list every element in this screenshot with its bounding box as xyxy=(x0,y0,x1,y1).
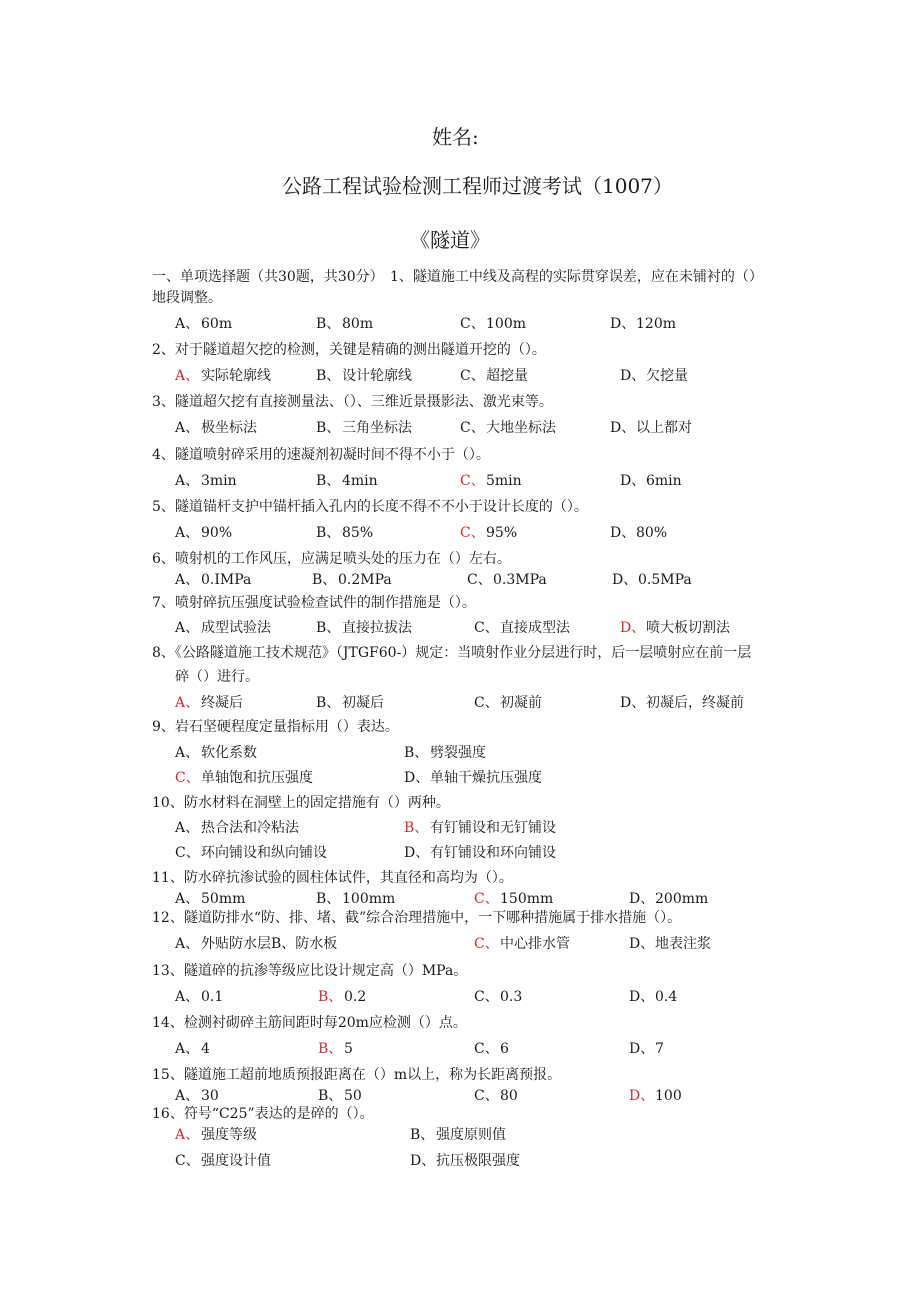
option-d-label: D、 xyxy=(610,525,636,541)
option-d-text: 欠挖量 xyxy=(646,368,688,384)
option-d-text: 200mm xyxy=(655,891,709,907)
option-b-label: B、 xyxy=(312,572,337,588)
option-d-label: D、 xyxy=(610,316,636,332)
option-a-text: 软化系数 xyxy=(201,745,257,761)
option-d-text: 喷大板切割法 xyxy=(646,620,730,636)
option-d-label: D、 xyxy=(404,770,430,786)
option-c-text: 初凝前 xyxy=(500,695,542,711)
option-b-text: 4min xyxy=(342,473,378,489)
option-a-text: 强度等级 xyxy=(201,1127,257,1143)
option-c-text: 中心排水管 xyxy=(500,936,570,952)
option-b-label: B、 xyxy=(404,820,429,836)
option-a-label: A、 xyxy=(175,695,200,711)
option-a-text: 外贴防水层B、防水板 xyxy=(201,936,338,952)
question-stem: 7、喷射碎抗压强度试验检查试件的制作措施是（）。 xyxy=(152,595,476,611)
option-c-label: C、 xyxy=(460,368,485,384)
option-b-label: B、 xyxy=(318,1088,343,1104)
option-a-text: 60m xyxy=(201,316,233,332)
option-c-label: C、 xyxy=(474,620,499,636)
option-c-text: 100m xyxy=(486,316,526,332)
option-b-label: B、 xyxy=(316,473,341,489)
option-a-label: A、 xyxy=(175,936,200,952)
question-stem: 14、检测衬砌碎主筋间距时每20m应检测（）点。 xyxy=(152,1015,467,1031)
option-d-text: 0.4 xyxy=(655,989,678,1005)
option-a-text: 3min xyxy=(201,473,237,489)
option-b-label: B、 xyxy=(316,620,341,636)
option-b-text: 5 xyxy=(344,1041,353,1057)
option-d-label: D、 xyxy=(404,845,430,861)
option-d-text: 100 xyxy=(655,1088,682,1104)
option-c-label: C、 xyxy=(474,989,499,1005)
option-c-label: C、 xyxy=(467,572,492,588)
section-heading: 一、单项选择题（共30题，共30分） xyxy=(152,269,384,285)
question-stem: 5、隧道锚杆支护中锚杆插入孔内的长度不得不不小于设计长度的（）。 xyxy=(152,499,588,515)
option-c-text: 0.3 xyxy=(500,989,523,1005)
option-c-label: C、 xyxy=(474,695,499,711)
option-a-text: 30 xyxy=(201,1088,219,1104)
option-c-text: 单轴饱和抗压强度 xyxy=(201,770,313,786)
option-d-label: D、 xyxy=(629,1041,655,1057)
option-d-label: D、 xyxy=(629,891,655,907)
question-stem: 8、《公路隧道施工技术规范》（JTGF60-）规定：当喷射作业分层进行时，后一层喷射应在前一层 xyxy=(152,645,752,661)
subject-title: 《隧道》 xyxy=(410,228,490,252)
option-c-label: C、 xyxy=(474,936,499,952)
option-c-text: 大地坐标法 xyxy=(486,420,556,436)
question-stem: 1、隧道施工中线及高程的实际贯穿误差，应在未铺衬的（） xyxy=(390,269,763,285)
option-b-label: B、 xyxy=(316,420,341,436)
option-d-label: D、 xyxy=(610,420,636,436)
option-a-text: 成型试验法 xyxy=(201,620,271,636)
option-a-label: A、 xyxy=(175,620,200,636)
option-d-text: 80% xyxy=(636,525,668,541)
option-c-label: C、 xyxy=(175,1153,200,1169)
question-stem: 2、对于隧道超欠挖的检测，关键是精确的测出隧道开挖的（）。 xyxy=(152,342,546,358)
option-a-label: A、 xyxy=(175,368,200,384)
option-b-text: 0.2MPa xyxy=(338,572,392,588)
option-c-label: C、 xyxy=(460,420,485,436)
option-d-text: 抗压极限强度 xyxy=(436,1153,520,1169)
option-a-label: A、 xyxy=(175,525,200,541)
option-c-label: C、 xyxy=(175,770,200,786)
option-a-text: 极坐标法 xyxy=(201,420,257,436)
question-stem: 11、防水碎抗渗试验的圆柱体试件，其直径和高均为（）。 xyxy=(152,870,513,886)
option-b-text: 强度原则值 xyxy=(436,1127,506,1143)
option-c-text: 5min xyxy=(486,473,522,489)
option-b-label: B、 xyxy=(316,891,341,907)
option-b-text: 初凝后 xyxy=(342,695,384,711)
question-stem-cont: 地段调整。 xyxy=(152,290,222,306)
option-c-text: 环向铺设和纵向铺设 xyxy=(201,845,327,861)
option-d-text: 7 xyxy=(655,1041,664,1057)
option-d-text: 单轴干燥抗压强度 xyxy=(430,770,542,786)
option-b-text: 直接拉拔法 xyxy=(342,620,412,636)
option-a-label: A、 xyxy=(175,891,200,907)
option-b-text: 设计轮廓线 xyxy=(342,368,412,384)
option-d-text: 0.5MPa xyxy=(638,572,692,588)
option-b-text: 100mm xyxy=(342,891,396,907)
name-label: 姓名: xyxy=(432,125,479,149)
option-a-label: A、 xyxy=(175,820,200,836)
option-d-label: D、 xyxy=(629,936,655,952)
option-b-label: B、 xyxy=(316,368,341,384)
option-d-text: 120m xyxy=(636,316,676,332)
option-c-text: 80 xyxy=(500,1088,518,1104)
option-b-text: 0.2 xyxy=(344,989,367,1005)
option-d-text: 初凝后，终凝前 xyxy=(646,695,744,711)
option-b-label: B、 xyxy=(410,1127,435,1143)
option-a-label: A、 xyxy=(175,989,200,1005)
option-b-text: 80m xyxy=(342,316,374,332)
option-b-label: B、 xyxy=(318,989,343,1005)
question-stem: 3、隧道超欠挖有直接测量法、（）、三维近景摄影法、激光束等。 xyxy=(152,394,553,410)
option-b-label: B、 xyxy=(318,1041,343,1057)
option-d-label: D、 xyxy=(612,572,638,588)
option-a-label: A、 xyxy=(175,572,200,588)
option-d-label: D、 xyxy=(629,989,655,1005)
option-d-text: 地表注浆 xyxy=(655,936,711,952)
option-b-text: 劈裂强度 xyxy=(430,745,486,761)
option-a-text: 90% xyxy=(201,525,233,541)
option-c-label: C、 xyxy=(460,525,485,541)
option-c-label: C、 xyxy=(460,473,485,489)
option-c-label: C、 xyxy=(175,845,200,861)
question-stem: 10、防水材料在洞壁上的固定措施有（）两种。 xyxy=(152,795,450,811)
option-b-text: 有钉铺设和无钉铺设 xyxy=(430,820,556,836)
option-a-text: 50mm xyxy=(201,891,246,907)
option-c-label: C、 xyxy=(474,1088,499,1104)
question-stem: 15、隧道施工超前地质预报距离在（）m以上，称为长距离预报。 xyxy=(152,1067,562,1083)
question-stem: 13、隧道碎的抗渗等级应比设计规定高（）MPa。 xyxy=(152,963,468,979)
option-d-label: D、 xyxy=(620,695,646,711)
option-c-label: C、 xyxy=(460,316,485,332)
option-a-text: 终凝后 xyxy=(201,695,243,711)
option-d-label: D、 xyxy=(620,620,646,636)
option-a-label: A、 xyxy=(175,1127,200,1143)
option-a-text: 0.IMPa xyxy=(201,572,252,588)
option-a-label: A、 xyxy=(175,1088,200,1104)
question-stem-cont: 碎（）进行。 xyxy=(175,669,259,685)
question-stem: 9、岩石坚硬程度定量指标用（）表达。 xyxy=(152,719,399,735)
option-a-label: A、 xyxy=(175,745,200,761)
option-b-label: B、 xyxy=(316,525,341,541)
option-b-text: 85% xyxy=(342,525,374,541)
question-stem: 12、隧道防排水“防、排、堵、截”综合治理措施中，一下哪种措施属于排水措施（）。 xyxy=(152,910,682,926)
question-stem: 16、符号“C25”表达的是碎的（）。 xyxy=(152,1106,374,1122)
option-d-text: 以上都对 xyxy=(636,420,692,436)
option-a-label: A、 xyxy=(175,316,200,332)
option-c-text: 超挖量 xyxy=(486,368,528,384)
option-a-text: 0.1 xyxy=(201,989,224,1005)
option-c-text: 150mm xyxy=(500,891,554,907)
option-a-label: A、 xyxy=(175,420,200,436)
option-c-text: 直接成型法 xyxy=(500,620,570,636)
option-c-label: C、 xyxy=(474,891,499,907)
option-a-label: A、 xyxy=(175,473,200,489)
option-d-label: D、 xyxy=(410,1153,436,1169)
option-b-label: B、 xyxy=(404,745,429,761)
option-d-label: D、 xyxy=(629,1088,655,1104)
option-d-text: 有钉铺设和环向铺设 xyxy=(430,845,556,861)
question-stem: 6、喷射机的工作风压，应满足喷头处的压力在（）左右。 xyxy=(152,551,511,567)
option-b-text: 三角坐标法 xyxy=(342,420,412,436)
option-a-text: 热合法和冷粘法 xyxy=(201,820,299,836)
option-c-label: C、 xyxy=(474,1041,499,1057)
option-a-label: A、 xyxy=(175,1041,200,1057)
question-stem: 4、隧道喷射碎采用的速凝剂初凝时间不得不小于（）。 xyxy=(152,447,490,463)
option-d-label: D、 xyxy=(620,368,646,384)
option-b-label: B、 xyxy=(316,695,341,711)
option-d-label: D、 xyxy=(620,473,646,489)
option-c-text: 95% xyxy=(486,525,518,541)
exam-title: 公路工程试验检测工程师过渡考试（1007） xyxy=(282,174,673,198)
option-b-text: 50 xyxy=(344,1088,362,1104)
option-c-text: 强度设计值 xyxy=(201,1153,271,1169)
option-a-text: 4 xyxy=(201,1041,210,1057)
option-c-text: 0.3MPa xyxy=(493,572,547,588)
option-c-text: 6 xyxy=(500,1041,509,1057)
option-d-text: 6min xyxy=(646,473,682,489)
option-a-text: 实际轮廓线 xyxy=(201,368,271,384)
option-b-label: B、 xyxy=(316,316,341,332)
